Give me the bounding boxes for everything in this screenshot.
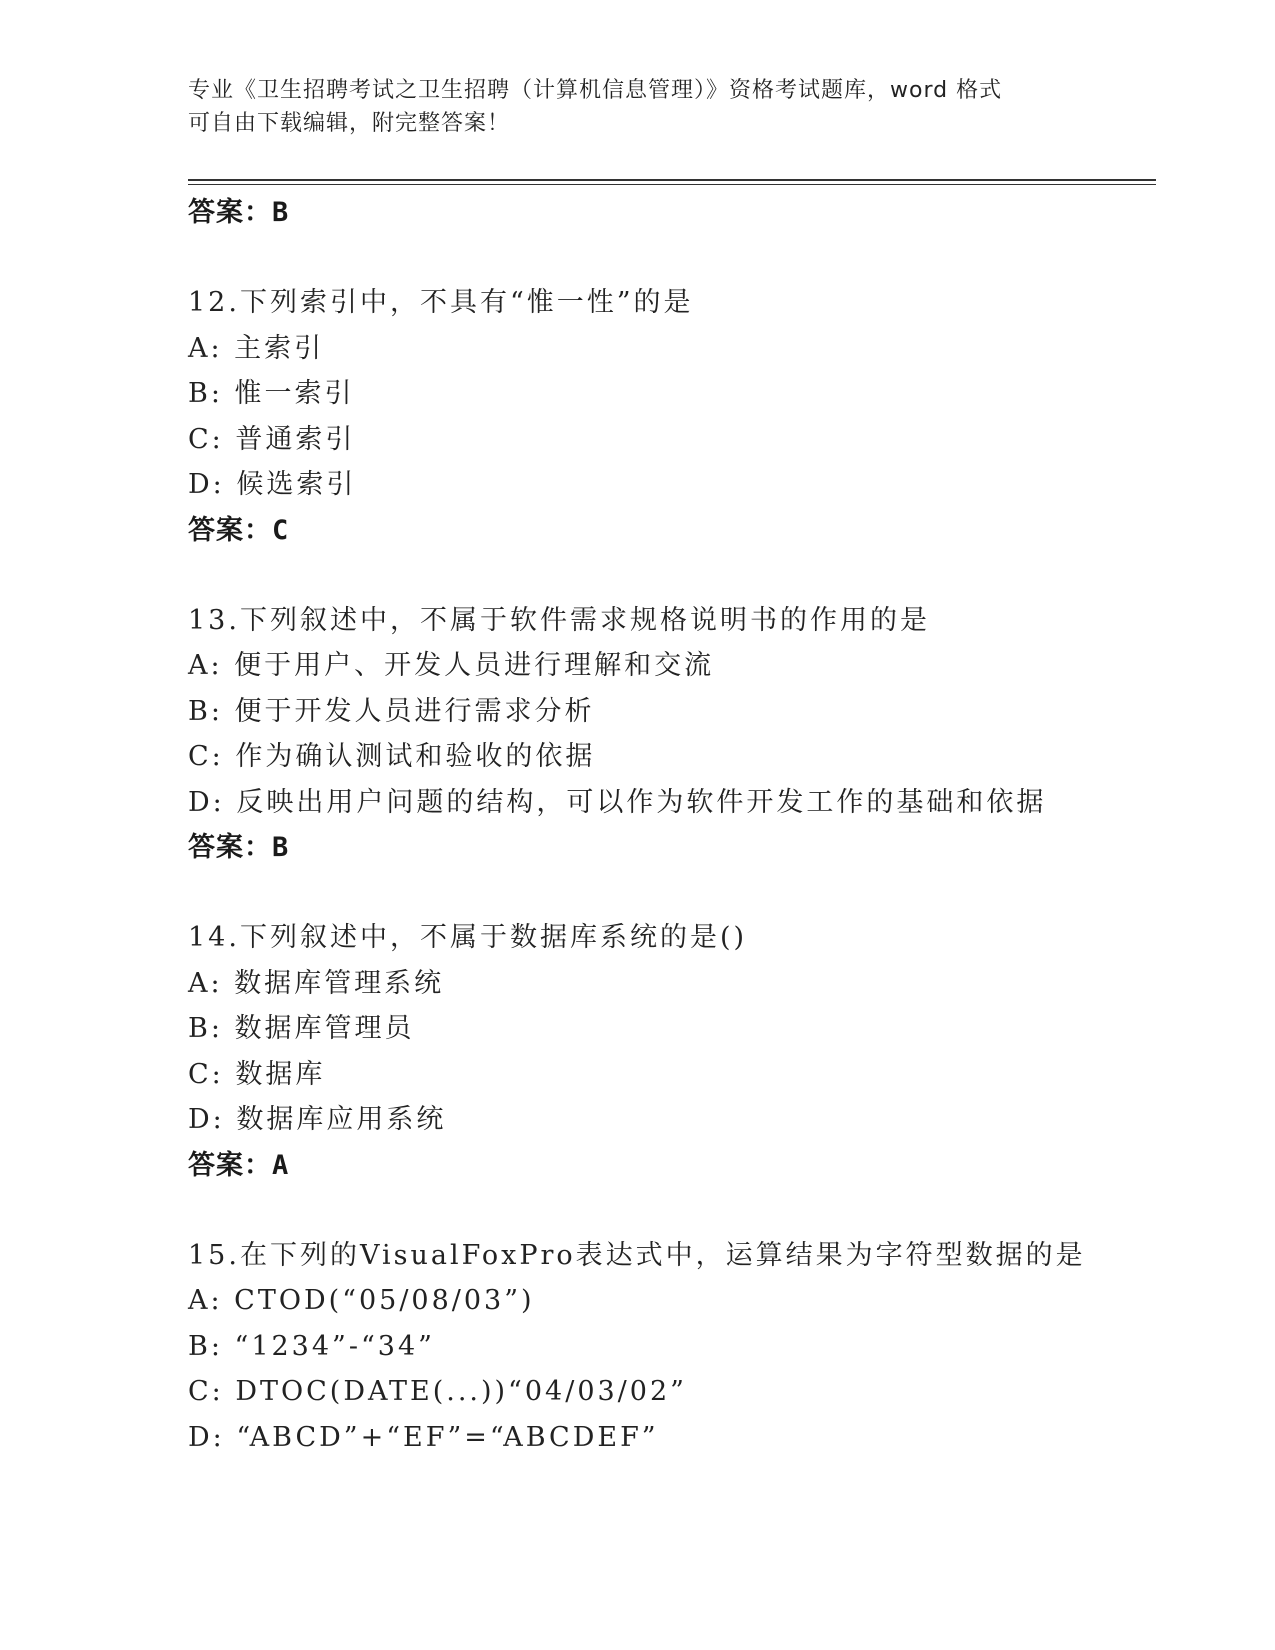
question-block xyxy=(188,280,1148,554)
answer-value: C xyxy=(272,514,290,546)
option-d: D: 数据库应用系统 xyxy=(188,1104,447,1135)
option-d: D: 反映出用户问题的结构，可以作为软件开发工作的基础和依据 xyxy=(188,786,1047,818)
option-d: D: 候选索引 xyxy=(188,469,357,500)
spacer xyxy=(188,554,1148,598)
answer-label: 答案： xyxy=(188,1149,272,1181)
option-a: A: CTOD(“05/08/03”) xyxy=(188,1285,535,1316)
option-d: D: “ABCD”+“EF”=“ABCDEF” xyxy=(188,1421,659,1453)
option-b: B: 数据库管理员 xyxy=(188,1013,415,1044)
header-divider-thick xyxy=(188,179,1156,181)
spacer xyxy=(188,236,1148,280)
answer-value: B xyxy=(272,832,290,863)
option-a: A: 主索引 xyxy=(188,332,325,364)
answer-label: 答案： xyxy=(188,832,272,863)
header-divider-thin xyxy=(188,184,1156,185)
question-list xyxy=(188,190,1148,1460)
option-c: C: 普通索引 xyxy=(188,423,356,455)
header-line-2: 可自由下载编辑，附完整答案！ xyxy=(188,111,511,136)
option-c: C: 数据库 xyxy=(188,1058,326,1090)
question-block xyxy=(188,598,1148,872)
answer-label: 答案： xyxy=(188,197,272,228)
answer-line xyxy=(188,1143,1148,1189)
answer-line xyxy=(188,825,1148,871)
answer-label: 答案： xyxy=(188,514,272,546)
spacer xyxy=(188,871,1148,915)
option-b: B: “1234”-“34” xyxy=(188,1330,435,1362)
answer-line xyxy=(188,508,1148,554)
option-c: C: 作为确认测试和验收的依据 xyxy=(188,741,596,772)
option-b: B: 惟一索引 xyxy=(188,378,355,409)
option-a: A: 便于用户、开发人员进行理解和交流 xyxy=(188,650,715,681)
document-header xyxy=(188,74,1088,140)
question-title: 13.下列叙述中，不属于软件需求规格说明书的作用的是 xyxy=(188,604,930,636)
option-a: A: 数据库管理系统 xyxy=(188,967,445,999)
question-title: 14.下列叙述中，不属于数据库系统的是() xyxy=(188,922,748,953)
question-block xyxy=(188,1233,1148,1461)
question-title: 12.下列索引中，不具有“惟一性”的是 xyxy=(188,287,694,318)
option-c: C: DTOC(DATE(...))“04/03/02” xyxy=(188,1376,687,1407)
answer-value: A xyxy=(272,1149,290,1181)
answer-line xyxy=(188,190,1148,236)
answer-value: B xyxy=(272,197,290,228)
question-block xyxy=(188,915,1148,1189)
question-title: 15.在下列的VisualFoxPro表达式中，运算结果为字符型数据的是 xyxy=(188,1239,1086,1271)
spacer xyxy=(188,1189,1148,1233)
option-b: B: 便于开发人员进行需求分析 xyxy=(188,695,595,727)
header-line-1: 专业《卫生招聘考试之卫生招聘（计算机信息管理）》资格考试题库，word 格式 xyxy=(188,78,1003,103)
